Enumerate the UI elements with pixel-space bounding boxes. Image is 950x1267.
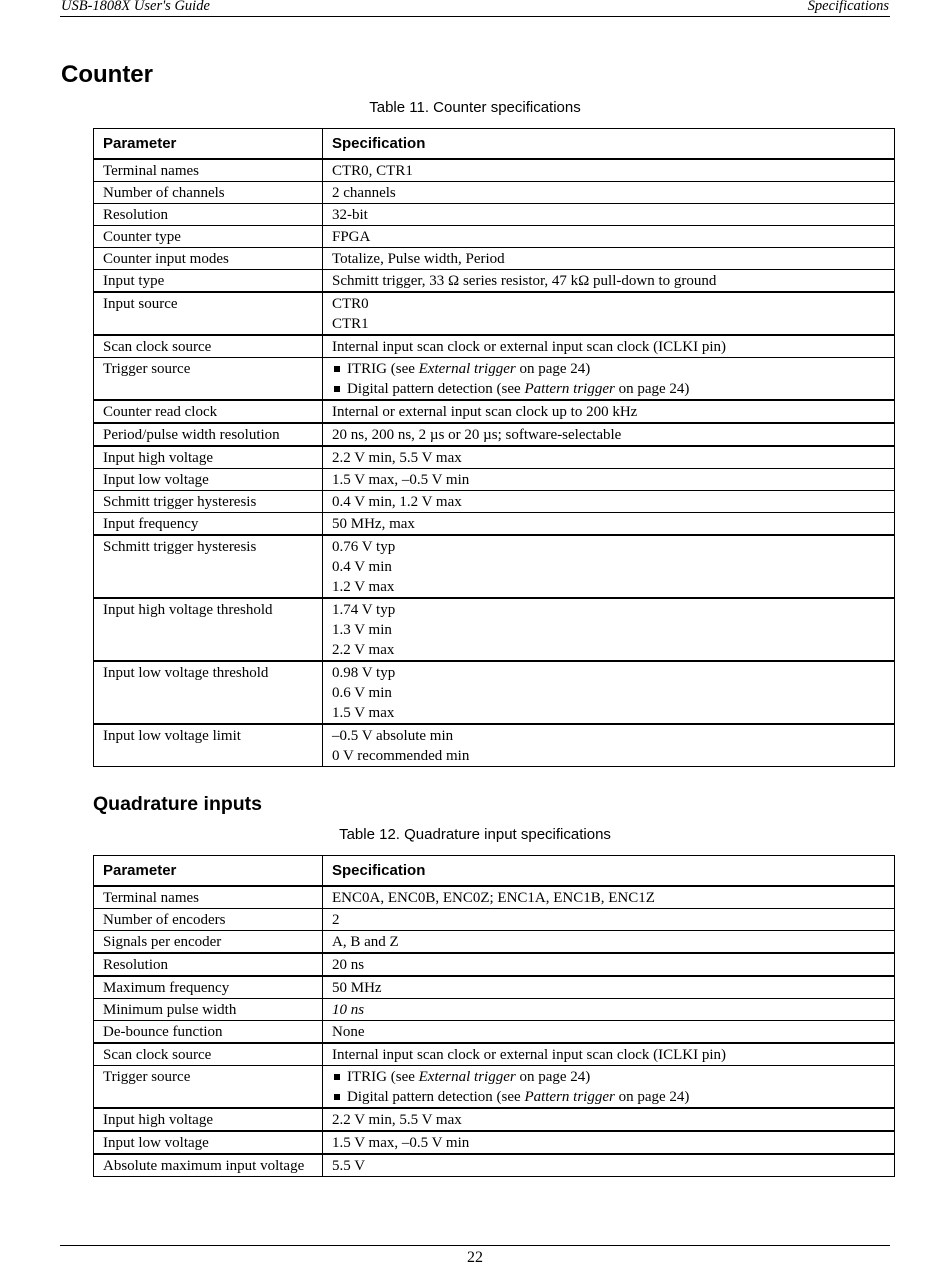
parameter-cell: Number of encoders <box>94 909 323 931</box>
spec-line: Schmitt trigger, 33 Ω series resistor, 47 kΩ pull-down to ground <box>332 273 717 289</box>
parameter-cell: Number of channels <box>94 182 323 204</box>
specification-cell <box>323 1043 895 1066</box>
specification-cell <box>323 886 895 909</box>
cross-reference-link: Pattern trigger <box>524 381 615 397</box>
page-number: 22 <box>467 1249 483 1266</box>
table-row <box>94 400 895 423</box>
specification-cell <box>323 1154 895 1177</box>
parameter-cell: Input low voltage <box>94 1131 323 1154</box>
parameter-cell: Input frequency <box>94 513 323 536</box>
specification-cell <box>323 513 895 536</box>
spec-line: 1.5 V max, –0.5 V min <box>332 472 470 488</box>
cross-reference-link: External trigger <box>418 361 516 377</box>
table-header-row <box>94 129 895 160</box>
bullet-item <box>332 379 885 399</box>
spec-line: 0.4 V min, 1.2 V max <box>332 494 462 510</box>
table-row <box>94 226 895 248</box>
specification-cell <box>323 491 895 513</box>
header-section-title: Specifications <box>807 0 889 14</box>
parameter-cell: Input high voltage <box>94 1108 323 1131</box>
spec-line: 1.5 V max <box>332 705 395 721</box>
parameter-cell: Schmitt trigger hysteresis <box>94 491 323 513</box>
specification-cell <box>323 1066 895 1109</box>
table-row <box>94 513 895 536</box>
specification-cell <box>323 598 895 661</box>
table-row <box>94 204 895 226</box>
bullet-text: on page 24) <box>515 1069 591 1085</box>
bullet-text: ITRIG (see <box>347 1069 419 1085</box>
specification-cell <box>323 400 895 423</box>
table-row <box>94 446 895 469</box>
specification-cell <box>323 1108 895 1131</box>
specification-cell <box>323 535 895 598</box>
table-row <box>94 886 895 909</box>
footer-rule <box>60 1245 890 1246</box>
table-row <box>94 358 895 401</box>
specification-cell <box>323 358 895 401</box>
spec-line: Internal input scan clock or external input scan clock (ICLKI pin) <box>332 339 727 355</box>
table-row <box>94 661 895 724</box>
bullet-text: on page 24) <box>614 381 690 397</box>
table-row <box>94 182 895 204</box>
parameter-cell: De-bounce function <box>94 1021 323 1044</box>
spec-line: 20 ns <box>332 957 365 973</box>
quadrature-table-caption: Table 12. Quadrature input specifications <box>339 826 611 843</box>
specification-cell <box>323 469 895 491</box>
specification-cell <box>323 335 895 358</box>
parameter-cell: Input low voltage limit <box>94 724 323 767</box>
table-row <box>94 1066 895 1109</box>
column-header-parameter: Parameter <box>94 856 323 887</box>
specification-cell <box>323 661 895 724</box>
table-row <box>94 931 895 954</box>
table-row <box>94 248 895 270</box>
specification-cell <box>323 292 895 335</box>
table-row <box>94 1021 895 1044</box>
table-header-row <box>94 856 895 887</box>
specification-cell <box>323 976 895 999</box>
specification-cell <box>323 182 895 204</box>
table-row <box>94 999 895 1021</box>
specification-cell <box>323 1131 895 1154</box>
specification-cell <box>323 999 895 1021</box>
table-row <box>94 491 895 513</box>
spec-line: Totalize, Pulse width, Period <box>332 251 505 267</box>
spec-line: 0.4 V min <box>332 559 392 575</box>
spec-line: None <box>332 1024 365 1040</box>
parameter-cell: Counter type <box>94 226 323 248</box>
bullet-text: ITRIG (see <box>347 361 419 377</box>
bullet-text: on page 24) <box>614 1089 690 1105</box>
table-row <box>94 1154 895 1177</box>
table-row <box>94 1131 895 1154</box>
spec-line: Internal input scan clock or external input scan clock (ICLKI pin) <box>332 1047 727 1063</box>
spec-line: FPGA <box>332 229 371 245</box>
spec-line: 0.76 V typ <box>332 539 396 555</box>
quadrature-spec-table <box>93 855 895 1177</box>
specification-cell <box>323 953 895 976</box>
bullet-square-icon <box>334 1094 340 1100</box>
spec-line: Internal or external input scan clock up to 200 kHz <box>332 404 638 420</box>
spec-line: 50 MHz <box>332 980 382 996</box>
spec-line: CTR0 <box>332 296 369 312</box>
counter-spec-table <box>93 128 895 767</box>
table-row <box>94 270 895 293</box>
specification-cell <box>323 1021 895 1044</box>
parameter-cell: Input low voltage threshold <box>94 661 323 724</box>
table-row <box>94 1043 895 1066</box>
spec-line: 50 MHz, max <box>332 516 415 532</box>
bullet-text: Digital pattern detection (see <box>347 381 525 397</box>
specification-cell <box>323 204 895 226</box>
bullet-square-icon <box>334 1074 340 1080</box>
table-row <box>94 1108 895 1131</box>
spec-line: CTR1 <box>332 316 369 332</box>
spec-line: CTR0, CTR1 <box>332 163 413 179</box>
bullet-text: Digital pattern detection (see <box>347 1089 525 1105</box>
spec-line: 2.2 V min, 5.5 V max <box>332 1112 462 1128</box>
spec-line: ENC0A, ENC0B, ENC0Z; ENC1A, ENC1B, ENC1Z <box>332 890 655 906</box>
parameter-cell: Counter read clock <box>94 400 323 423</box>
table-row <box>94 953 895 976</box>
parameter-cell: Signals per encoder <box>94 931 323 954</box>
specification-cell <box>323 248 895 270</box>
table-row <box>94 724 895 767</box>
counter-heading: Counter <box>61 61 153 88</box>
counter-table-caption: Table 11. Counter specifications <box>369 99 581 116</box>
parameter-cell: Resolution <box>94 953 323 976</box>
parameter-cell: Resolution <box>94 204 323 226</box>
spec-line: 32-bit <box>332 207 368 223</box>
cross-reference-link: External trigger <box>418 1069 516 1085</box>
parameter-cell: Input type <box>94 270 323 293</box>
table-row <box>94 976 895 999</box>
specification-cell <box>323 270 895 293</box>
spec-line: 1.2 V max <box>332 579 395 595</box>
parameter-cell: Input high voltage threshold <box>94 598 323 661</box>
page-header <box>60 0 890 17</box>
parameter-cell: Scan clock source <box>94 335 323 358</box>
parameter-cell: Terminal names <box>94 159 323 182</box>
specification-cell <box>323 423 895 446</box>
parameter-cell: Input low voltage <box>94 469 323 491</box>
spec-line: 2 <box>332 912 340 928</box>
parameter-cell: Input high voltage <box>94 446 323 469</box>
spec-line: 0.98 V typ <box>332 665 396 681</box>
counter-table-body <box>94 159 895 767</box>
table-row <box>94 598 895 661</box>
parameter-cell: Trigger source <box>94 1066 323 1109</box>
spec-line: 10 ns <box>332 1002 365 1018</box>
table-row <box>94 292 895 335</box>
bullet-item <box>332 1067 885 1087</box>
column-header-parameter: Parameter <box>94 129 323 160</box>
spec-line: 0.6 V min <box>332 685 392 701</box>
parameter-cell: Counter input modes <box>94 248 323 270</box>
spec-line: 0 V recommended min <box>332 748 470 764</box>
specification-cell <box>323 446 895 469</box>
specification-cell <box>323 724 895 767</box>
cross-reference-link: Pattern trigger <box>524 1089 615 1105</box>
spec-line: 5.5 V <box>332 1158 366 1174</box>
table-row <box>94 423 895 446</box>
column-header-specification: Specification <box>323 129 895 160</box>
table-row <box>94 469 895 491</box>
spec-line: 1.74 V typ <box>332 602 396 618</box>
table-row <box>94 909 895 931</box>
spec-line: 2.2 V max <box>332 642 395 658</box>
parameter-cell: Scan clock source <box>94 1043 323 1066</box>
parameter-cell: Input source <box>94 292 323 335</box>
table-row <box>94 335 895 358</box>
bullet-text: on page 24) <box>515 361 591 377</box>
parameter-cell: Period/pulse width resolution <box>94 423 323 446</box>
parameter-cell: Absolute maximum input voltage <box>94 1154 323 1177</box>
quadrature-heading: Quadrature inputs <box>93 793 263 815</box>
bullet-item <box>332 1087 885 1107</box>
column-header-specification: Specification <box>323 856 895 887</box>
bullet-square-icon <box>334 386 340 392</box>
spec-line: –0.5 V absolute min <box>332 728 454 744</box>
specification-cell <box>323 226 895 248</box>
parameter-cell: Minimum pulse width <box>94 999 323 1021</box>
spec-line: A, B and Z <box>332 934 399 950</box>
spec-line: 2.2 V min, 5.5 V max <box>332 450 462 466</box>
bullet-item <box>332 359 885 379</box>
table-row <box>94 159 895 182</box>
specification-cell <box>323 159 895 182</box>
table-row <box>94 535 895 598</box>
specification-cell <box>323 909 895 931</box>
spec-line: 2 channels <box>332 185 396 201</box>
specification-cell <box>323 931 895 954</box>
spec-line: 1.3 V min <box>332 622 392 638</box>
spec-line: 1.5 V max, –0.5 V min <box>332 1135 470 1151</box>
bullet-square-icon <box>334 366 340 372</box>
parameter-cell: Terminal names <box>94 886 323 909</box>
spec-line: 20 ns, 200 ns, 2 µs or 20 µs; software-selectable <box>332 427 622 443</box>
parameter-cell: Maximum frequency <box>94 976 323 999</box>
parameter-cell: Trigger source <box>94 358 323 401</box>
header-doc-title: USB-1808X User's Guide <box>61 0 210 14</box>
quadrature-table-body <box>94 886 895 1177</box>
parameter-cell: Schmitt trigger hysteresis <box>94 535 323 598</box>
